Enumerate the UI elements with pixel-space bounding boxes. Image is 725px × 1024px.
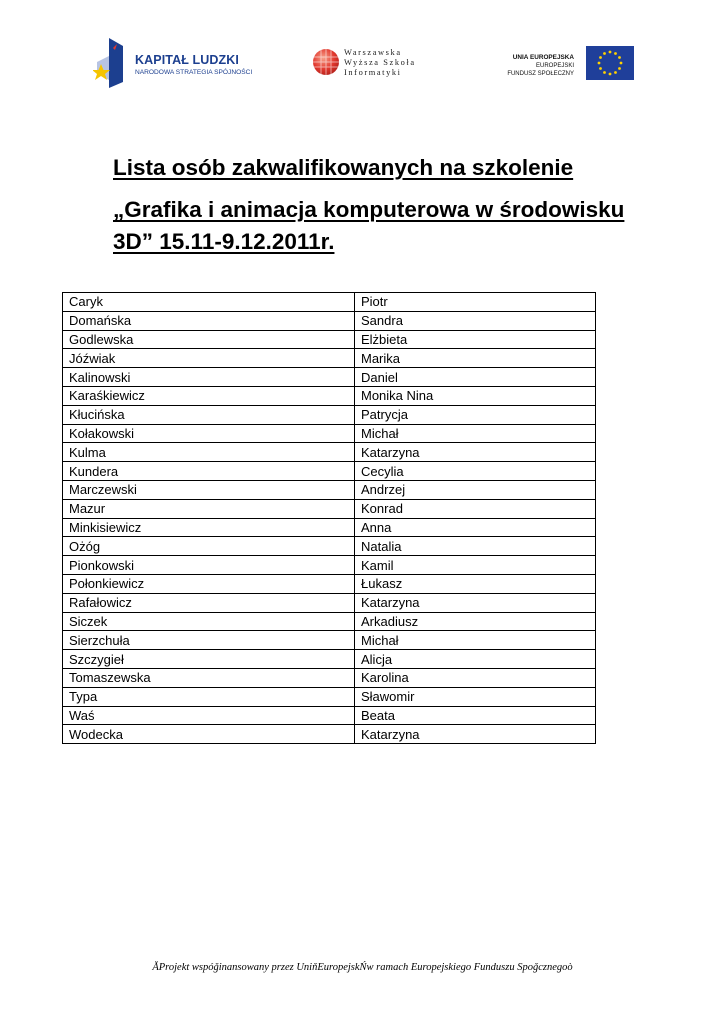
surname-cell: Kulma (63, 443, 355, 462)
surname-cell: Karaśkiewicz (63, 386, 355, 405)
kapital-ludzki-logo (93, 38, 253, 88)
table-row (63, 556, 596, 575)
surname-cell: Kołakowski (63, 424, 355, 443)
table-row (63, 480, 596, 499)
surname-cell: Siczek (63, 612, 355, 631)
table-row (63, 612, 596, 631)
table-row (63, 443, 596, 462)
surname-cell: Kundera (63, 462, 355, 481)
unia-europejska-logo (508, 46, 638, 82)
first-name-cell: Sławomir (355, 687, 596, 706)
surname-cell: Domańska (63, 311, 355, 330)
table-row (63, 537, 596, 556)
first-name-cell: Patrycja (355, 405, 596, 424)
logo-bar (0, 36, 725, 92)
wwsi-logo (312, 48, 432, 88)
surname-cell: Mazur (63, 499, 355, 518)
first-name-cell: Sandra (355, 311, 596, 330)
table-row (63, 368, 596, 387)
surname-cell: Ożóg (63, 537, 355, 556)
first-name-cell: Piotr (355, 293, 596, 312)
first-name-cell: Konrad (355, 499, 596, 518)
kapital-ludzki-title: KAPITAŁ LUDZKI (135, 53, 239, 67)
heading-line-2: „Grafika i animacja komputerowa w środowisku (113, 197, 625, 222)
table-row (63, 293, 596, 312)
kapital-ludzki-star-icon (93, 38, 127, 88)
surname-cell: Caryk (63, 293, 355, 312)
table-row (63, 593, 596, 612)
ue-line-1: UNIA EUROPEJSKA (512, 54, 574, 61)
surname-cell: Tomaszewska (63, 668, 355, 687)
table-row (63, 725, 596, 744)
table-row (63, 650, 596, 669)
eu-flag-icon (586, 46, 634, 80)
surname-cell: Marczewski (63, 480, 355, 499)
table-row (63, 462, 596, 481)
table-row (63, 706, 596, 725)
first-name-cell: Arkadiusz (355, 612, 596, 631)
wwsi-sphere-icon (312, 48, 340, 76)
surname-cell: Sierzchuła (63, 631, 355, 650)
kapital-ludzki-subtitle: NARODOWA STRATEGIA SPÓJNOŚCI (135, 69, 253, 76)
table-row (63, 518, 596, 537)
first-name-cell: Katarzyna (355, 725, 596, 744)
first-name-cell: Michał (355, 424, 596, 443)
first-name-cell: Beata (355, 706, 596, 725)
ue-line-3: FUNDUSZ SPOŁECZNY (507, 71, 574, 77)
surname-cell: Szczygieł (63, 650, 355, 669)
wwsi-line-1: Warszawska (344, 48, 402, 57)
first-name-cell: Karolina (355, 668, 596, 687)
first-name-cell: Katarzyna (355, 443, 596, 462)
first-name-cell: Andrzej (355, 480, 596, 499)
first-name-cell: Natalia (355, 537, 596, 556)
surname-cell: Minkisiewicz (63, 518, 355, 537)
surname-cell: Kalinowski (63, 368, 355, 387)
surname-cell: Typa (63, 687, 355, 706)
first-name-cell: Cecylia (355, 462, 596, 481)
surname-cell: Waś (63, 706, 355, 725)
table-row (63, 574, 596, 593)
table-row (63, 311, 596, 330)
table-row (63, 386, 596, 405)
footer-note: ĂProjekt wspóǧinansowany przez UniňEuropejskŃw ramach Europejskiego Funduszu Spoǧcznegoò (152, 962, 573, 973)
first-name-cell: Daniel (355, 368, 596, 387)
surname-cell: Jóźwiak (63, 349, 355, 368)
heading-line-1: Lista osób zakwalifikowanych na szkolenie (113, 155, 574, 180)
first-name-cell: Łukasz (355, 574, 596, 593)
table-row (63, 499, 596, 518)
table-row (63, 687, 596, 706)
ue-line-2: EUROPEJSKI (535, 63, 574, 69)
surname-cell: Rafałowicz (63, 593, 355, 612)
first-name-cell: Kamil (355, 556, 596, 575)
first-name-cell: Alicja (355, 650, 596, 669)
surname-cell: Pionkowski (63, 556, 355, 575)
surname-cell: Wodecka (63, 725, 355, 744)
first-name-cell: Anna (355, 518, 596, 537)
table-row (63, 631, 596, 650)
first-name-cell: Monika Nina (355, 386, 596, 405)
table-row (63, 330, 596, 349)
first-name-cell: Katarzyna (355, 593, 596, 612)
first-name-cell: Elżbieta (355, 330, 596, 349)
surname-cell: Godlewska (63, 330, 355, 349)
surname-cell: Kłucińska (63, 405, 355, 424)
table-row (63, 405, 596, 424)
surname-cell: Połonkiewicz (63, 574, 355, 593)
wwsi-line-3: Informatyki (344, 68, 402, 77)
wwsi-line-2: Wyższa Szkoła (344, 58, 416, 67)
table-row (63, 349, 596, 368)
first-name-cell: Michał (355, 631, 596, 650)
table-row (63, 668, 596, 687)
heading-line-3: 3D” 15.11-9.12.2011r. (113, 229, 335, 254)
table-row (63, 424, 596, 443)
participants-table (62, 292, 596, 744)
first-name-cell: Marika (355, 349, 596, 368)
